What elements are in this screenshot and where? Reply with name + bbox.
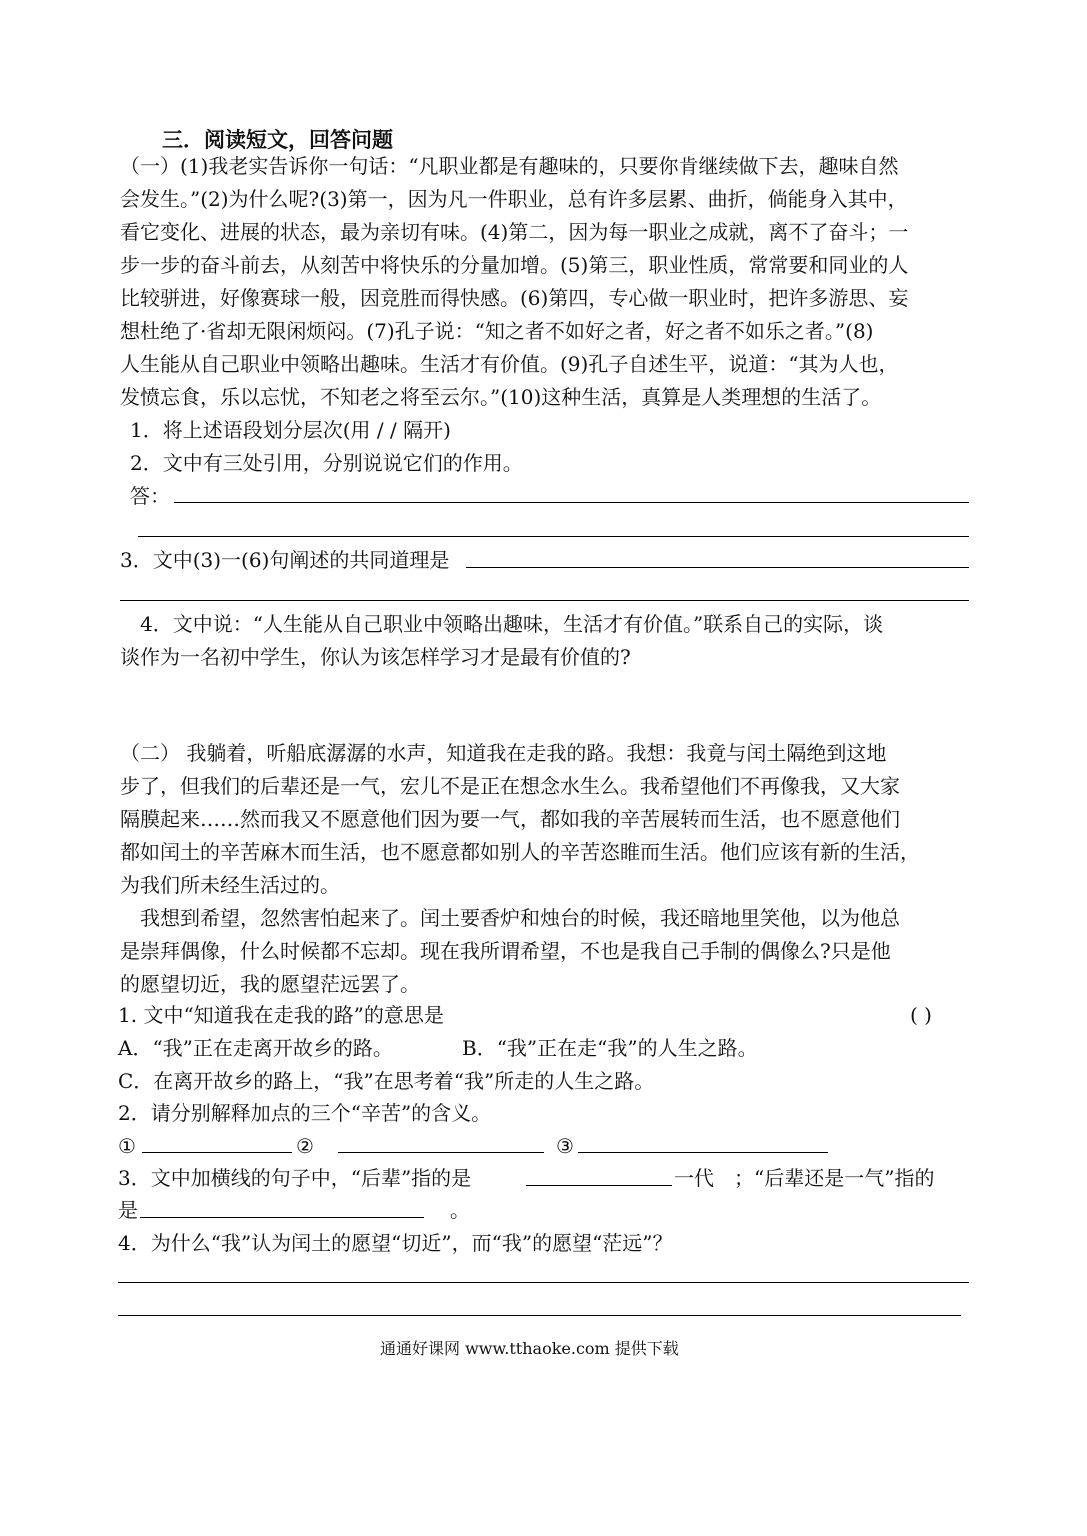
passage-line: 步一步的奋斗前去，从刻苦中将快乐的分量加增。(5)第三，职业性质，常常要和同业的人	[120, 253, 909, 277]
passage-line: 比较骈进，好像赛球一般，因竞胜而得快感。(6)第四，专心做一职业时，把许多游思、妄	[120, 286, 909, 310]
passage-line: 我想到希望，忽然害怕起来了。闰土要香炉和烛台的时候，我还暗地里笑他，以为他总	[140, 906, 900, 930]
part1-question-2: 2．文中有三处引用，分别说说它们的作用。	[130, 451, 523, 475]
passage-line: 是崇拜偶像，什么时候都不忘却。现在我所谓希望，不也是我自己手制的偶像么?只是他	[120, 939, 891, 963]
part1-question-1: 1．将上述语段划分层次(用 / / 隔开)	[130, 418, 451, 442]
question-3-text: ；“后辈还是一气”指的	[734, 1166, 935, 1190]
passage-line: （一）(1)我老实告诉你一句话：“凡职业都是有趣味的，只要你肯继续做下去，趣味自然	[120, 154, 899, 178]
option-a: A．“我”正在走离开故乡的路。	[118, 1036, 393, 1060]
answer-line[interactable]	[338, 1152, 544, 1153]
answer-line[interactable]	[118, 1282, 969, 1283]
passage-line: 的愿望切近，我的愿望茫远罢了。	[120, 972, 420, 996]
part2-question-4: 4．为什么“我”认为闰土的愿望“切近”，而“我”的愿望“茫远”？	[118, 1231, 673, 1255]
passage-line: 发愤忘食，乐以忘忧，不知老之将至云尔。”(10)这种生活，真算是人类理想的生活了。	[120, 385, 882, 409]
part2-question-1: 1. 文中“知道我在走我的路”的意思是	[118, 1003, 444, 1027]
answer-paren[interactable]: ( )	[910, 1003, 932, 1027]
answer-line[interactable]	[138, 536, 969, 537]
part2-question-3: 3．文中加横线的句子中，“后辈”指的是	[118, 1166, 472, 1190]
answer-line[interactable]	[578, 1152, 828, 1153]
answer-line[interactable]	[120, 600, 969, 601]
part2-question-2: 2．请分别解释加点的三个“辛苦”的含义。	[118, 1101, 492, 1125]
question-3-text: 是	[118, 1198, 138, 1222]
section-title: 三．阅读短文，回答问题	[162, 127, 393, 152]
blank-marker-2: ②	[296, 1134, 314, 1158]
passage-line: 会发生。”(2)为什么呢?(3)第一，因为凡一件职业，总有许多层累、曲折，倘能身入其中，	[120, 187, 908, 211]
answer-line[interactable]	[142, 1152, 292, 1153]
passage-line: （二） 我躺着，听船底潺潺的水声，知道我在走我的路。我想：我竟与闰土隔绝到这地	[120, 741, 887, 765]
passage-line: 看它变化、进展的状态，最为亲切有味。(4)第二，因为每一职业之成就，离不了奋斗；一	[120, 220, 909, 244]
answer-line[interactable]	[118, 1315, 961, 1316]
answer-line[interactable]	[526, 1185, 672, 1186]
answer-line[interactable]	[174, 502, 969, 503]
question-3-text: 一代	[674, 1166, 714, 1190]
answer-line[interactable]	[140, 1217, 424, 1218]
blank-marker-1: ①	[118, 1134, 136, 1158]
option-c: C．在离开故乡的路上，“我”在思考着“我”所走的人生之路。	[118, 1069, 655, 1093]
option-b: B．“我”正在走“我”的人生之路。	[462, 1036, 758, 1060]
passage-line: 都如闰土的辛苦麻木而生活，也不愿意都如别人的辛苦恣睢而生活。他们应该有新的生活，	[120, 840, 920, 864]
part1-question-4-cont: 谈作为一名初中学生，你认为该怎样学习才是最有价值的?	[120, 645, 631, 669]
passage-line: 步了，但我们的后辈还是一气，宏儿不是正在想念水生么。我希望他们不再像我，又大家	[120, 774, 900, 798]
part1-question-3: 3．文中(3)一(6)句阐述的共同道理是	[120, 548, 450, 572]
page-footer: 通通好课网 www.tthaoke.com 提供下载	[380, 1339, 679, 1358]
answer-label: 答：	[130, 484, 170, 508]
answer-line[interactable]	[466, 567, 969, 568]
blank-marker-3: ③	[556, 1134, 574, 1158]
question-3-text: 。	[450, 1198, 470, 1222]
part1-question-4: 4．文中说：“人生能从自己职业中领略出趣味，生活才有价值。”联系自己的实际，谈	[140, 612, 884, 636]
passage-line: 隔膜起来……然而我又不愿意他们因为要一气，都如我的辛苦展转而生活，也不愿意他们	[120, 807, 900, 831]
passage-line: 想杜绝了·省却无限闲烦闷。(7)孔子说：“知之者不如好之者，好之者不如乐之者。”(8)	[120, 319, 874, 343]
passage-line: 人生能从自己职业中领略出趣味。生活才有价值。(9)孔子自述生平，说道：“其为人也，	[120, 352, 899, 376]
passage-line: 为我们所未经生活过的。	[120, 873, 340, 897]
